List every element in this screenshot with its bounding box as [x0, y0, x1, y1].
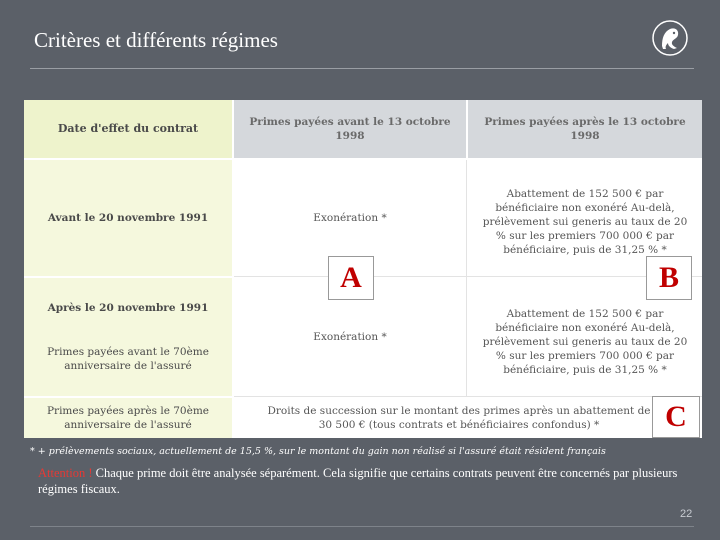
row3-merged-value: Droits de succession sur le montant des primes après un abattement de 30 500 € (tous contrats et bénéficiaires confondus) *: [267, 404, 651, 431]
footnote: * + prélèvements sociaux, actuellement de 15,5 %, sur le montant du gain non réalisé si l'assuré était résident français: [30, 446, 606, 457]
attention-text: Chaque prime doit être analysée séparément. Cela signifie que certains contrats peuvent être concernés par plusieurs régimes fiscaux.: [38, 466, 678, 496]
attention-label: Attention !: [38, 466, 93, 480]
header-contract-date: Date d'effet du contrat: [24, 100, 232, 158]
badge-c: C: [652, 396, 700, 438]
title-divider: [30, 68, 694, 69]
row2-label-sub: Primes payées avant le 70ème anniversaire de l'assuré: [47, 345, 209, 373]
slide-title: Critères et différents régimes: [34, 28, 278, 52]
row-label-before-1991: Avant le 20 novembre 1991: [24, 160, 232, 276]
footer-divider: [30, 526, 694, 527]
badge-b: B: [646, 256, 692, 300]
row2-before-1998-value: Exonération *: [313, 330, 387, 343]
row1-before-1998-value: Exonération *: [313, 211, 387, 224]
row-divider: [234, 396, 702, 397]
header-after-1998: Primes payées après le 13 octobre 1998: [468, 100, 702, 158]
row1-after-1998-value: Abattement de 152 500 € par bénéficiaire non exonéré Au-delà, prélèvement sui generis au taux de 20 % sur les premiers 700 000 € par bénéficiaire, puis de 31,25 % *: [482, 187, 688, 257]
page-number: 22: [680, 508, 693, 520]
row-label-after-70: Primes payées après le 70ème anniversaire de l'assuré: [24, 398, 232, 438]
row-divider: [234, 276, 702, 277]
badge-a: A: [328, 256, 374, 300]
column-divider: [466, 160, 467, 396]
row2-label-title: Après le 20 novembre 1991: [47, 301, 209, 314]
row-label-after-1991: [24, 278, 232, 396]
row2-after-1998-value: Abattement de 152 500 € par bénéficiaire non exonéré Au-delà, prélèvement sui generis au taux de 20 % sur les premiers 700 000 € par bénéficiaire, puis de 31,25 % *: [482, 307, 688, 377]
attention-note: [38, 466, 678, 497]
header-before-1998: Primes payées avant le 13 octobre 1998: [234, 100, 466, 158]
lion-emblem-icon: [650, 18, 690, 58]
